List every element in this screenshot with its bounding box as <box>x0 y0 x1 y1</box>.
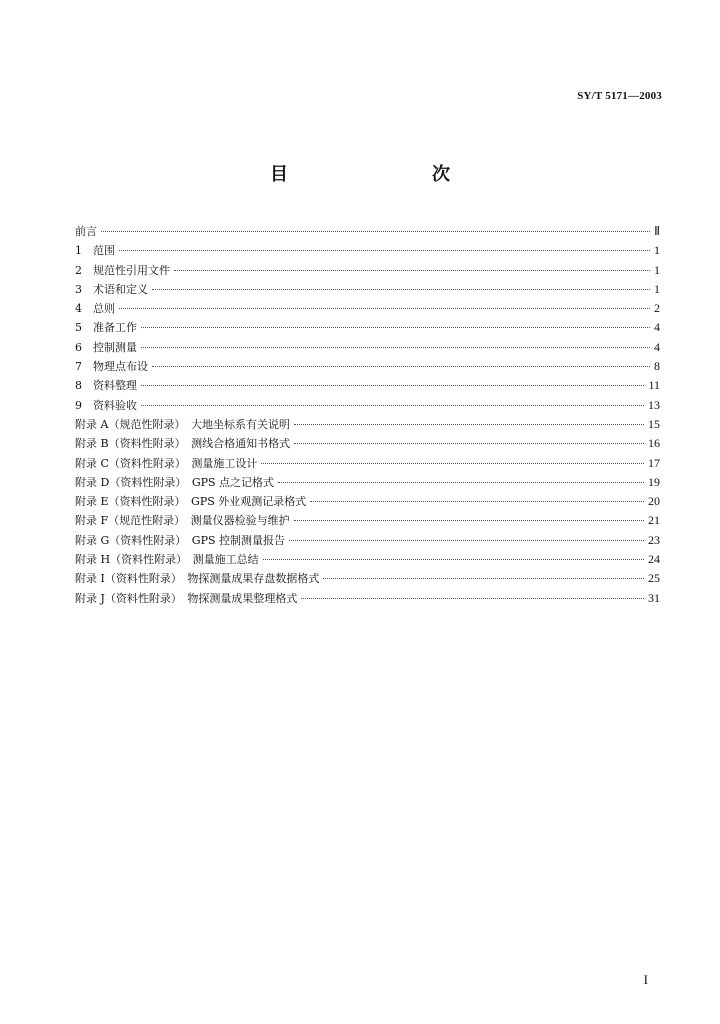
toc-entry-page: Ⅱ <box>654 224 660 238</box>
toc-entry-label: 附录 F（规范性附录） 测量仪器检验与维护 <box>75 514 290 528</box>
toc-entry[interactable] <box>75 396 660 415</box>
toc-dot-leader <box>101 231 650 232</box>
toc-entry-page: 24 <box>648 552 660 567</box>
toc-entry-label: 1 范围 <box>75 244 115 258</box>
toc-dot-leader <box>152 366 650 367</box>
toc-entry-page: 23 <box>648 532 660 547</box>
toc-entry-label: 附录 I（资料性附录） 物探测量成果存盘数据格式 <box>75 572 320 586</box>
toc-dot-leader <box>263 559 644 560</box>
toc-entry[interactable] <box>75 589 660 608</box>
toc-entry-label: 附录 G（资料性附录） GPS 控制测量报告 <box>75 533 286 547</box>
toc-entry-page: 16 <box>648 436 660 451</box>
toc-entry-label: 9 资料验收 <box>75 398 137 412</box>
toc-dot-leader <box>152 289 650 290</box>
toc-entry-label: 附录 A（规范性附录） 大地坐标系有关说明 <box>75 417 290 431</box>
toc-entry-label: 6 控制测量 <box>75 340 137 354</box>
toc-entry-page: 21 <box>648 513 660 528</box>
toc-entry-page: 4 <box>654 320 660 335</box>
toc-entry-label: 4 总则 <box>75 302 115 316</box>
toc-entry[interactable] <box>75 473 660 492</box>
toc-dot-leader <box>301 598 644 599</box>
page-number: I <box>643 972 648 987</box>
toc-entry-page: 25 <box>648 571 660 586</box>
toc-dot-leader <box>141 405 644 406</box>
toc-dot-leader <box>119 250 650 251</box>
toc-dot-leader <box>278 482 644 483</box>
toc-entry[interactable] <box>75 415 660 434</box>
toc-entry[interactable] <box>75 550 660 569</box>
toc-entry-label: 附录 C（资料性附录） 测量施工设计 <box>75 456 258 470</box>
toc-entry-page: 13 <box>648 397 660 412</box>
toc-dot-leader <box>294 520 644 521</box>
toc-dot-leader <box>294 424 644 425</box>
toc-entry[interactable] <box>75 241 660 260</box>
toc-entry-label: 附录 E（资料性附录） GPS 外业观测记录格式 <box>75 495 307 509</box>
toc-entry-page: 20 <box>648 494 660 509</box>
toc-dot-leader <box>261 463 644 464</box>
toc-entry-page: 8 <box>654 359 660 374</box>
toc-entry-page: 31 <box>648 590 660 605</box>
toc-entry-label: 附录 B（资料性附录） 测线合格通知书格式 <box>75 437 291 451</box>
toc-entry[interactable] <box>75 434 660 453</box>
standard-code: SY/T 5171—2003 <box>577 90 662 102</box>
toc-dot-leader <box>174 270 650 271</box>
toc-entry-page: 15 <box>648 416 660 431</box>
table-of-contents <box>75 222 660 608</box>
toc-entry[interactable] <box>75 531 660 550</box>
toc-entry[interactable] <box>75 261 660 280</box>
toc-entry-page: 11 <box>648 378 660 393</box>
toc-entry-label: 8 资料整理 <box>75 379 137 393</box>
toc-entry[interactable] <box>75 454 660 473</box>
toc-dot-leader <box>310 501 644 502</box>
toc-dot-leader <box>141 347 650 348</box>
toc-entry-label: 附录 H（资料性附录） 测量施工总结 <box>75 553 259 567</box>
toc-entry-label: 附录 D（资料性附录） GPS 点之记格式 <box>75 475 275 489</box>
toc-dot-leader <box>289 540 644 541</box>
toc-entry[interactable] <box>75 357 660 376</box>
toc-entry-page: 17 <box>648 455 660 470</box>
toc-entry[interactable] <box>75 318 660 337</box>
page-title: 目 次 <box>270 164 486 185</box>
toc-entry[interactable] <box>75 492 660 511</box>
toc-entry[interactable] <box>75 376 660 395</box>
toc-entry-page: 19 <box>648 474 660 489</box>
toc-entry-page: 1 <box>654 262 660 277</box>
toc-dot-leader <box>141 327 650 328</box>
toc-entry-page: 1 <box>654 281 660 296</box>
toc-entry-page: 2 <box>654 301 660 316</box>
toc-entry-label: 7 物理点布设 <box>75 360 148 374</box>
toc-dot-leader <box>294 443 644 444</box>
toc-entry-label: 附录 J（资料性附录） 物探测量成果整理格式 <box>75 591 298 605</box>
toc-entry-label: 5 准备工作 <box>75 321 137 335</box>
toc-entry-label: 前言 <box>75 225 97 238</box>
toc-entry-label: 3 术语和定义 <box>75 282 148 296</box>
toc-dot-leader <box>141 385 644 386</box>
toc-entry[interactable] <box>75 511 660 530</box>
toc-dot-leader <box>323 578 644 579</box>
toc-entry-page: 1 <box>654 243 660 258</box>
toc-entry[interactable] <box>75 299 660 318</box>
toc-entry[interactable] <box>75 222 660 241</box>
toc-dot-leader <box>119 308 650 309</box>
toc-entry[interactable] <box>75 280 660 299</box>
toc-entry-page: 4 <box>654 339 660 354</box>
toc-entry-label: 2 规范性引用文件 <box>75 263 170 277</box>
toc-entry[interactable] <box>75 569 660 588</box>
toc-entry[interactable] <box>75 338 660 357</box>
